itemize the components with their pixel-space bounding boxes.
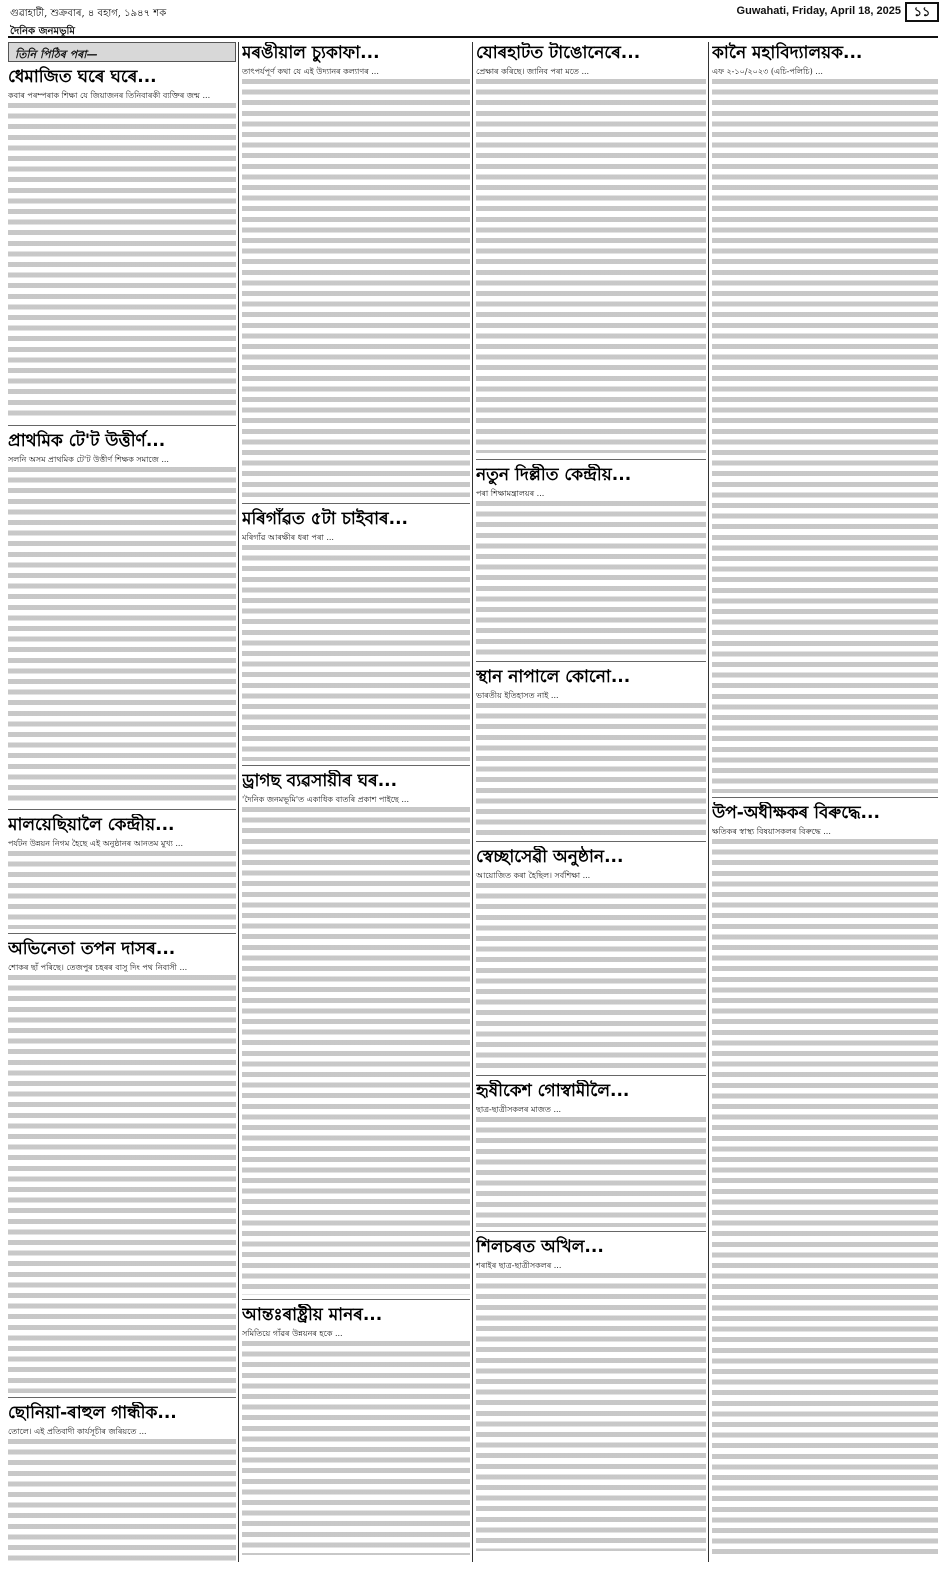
story-lead: তাৎপৰ্যপূৰ্ণ কথা যে এই উদ্যানৰ কল্যাণৰ ... xyxy=(242,66,379,76)
story-body xyxy=(242,805,470,1295)
story-dhemaji xyxy=(8,66,236,426)
section-banner: তিনি পিঠিৰ পৰা— xyxy=(8,42,236,62)
story-lead: প্ৰেক্ষাৰ কৰিছে। জানিব পৰা মতে ... xyxy=(476,66,590,76)
story-malaysia xyxy=(8,814,236,934)
story-lead: আয়োজিত কৰা হৈছিল। সৰ্বশিক্ষা ... xyxy=(476,870,591,880)
story-jorhat xyxy=(476,42,706,460)
story-body xyxy=(476,1115,706,1227)
story-body xyxy=(242,1339,470,1555)
page-header-bar xyxy=(0,0,945,22)
story-lead: শোকৰ ছাঁ পৰিছে। তেজপুৰ চহৰৰ বাসু দিং পথ নিবাসী ... xyxy=(8,962,188,972)
story-tapan-das xyxy=(8,938,236,1398)
story-lead: ছাত্ৰ-ছাত্ৰীসকলৰ মাজত ... xyxy=(476,1104,562,1114)
story-tet-teachers xyxy=(8,430,236,810)
story-sonia-rahul xyxy=(8,1402,236,1566)
story-headline: স্বেচ্ছাসেৱী অনুষ্ঠান... xyxy=(476,847,624,867)
story-lead: পৰা শিক্ষামন্ত্ৰালয়ৰ ... xyxy=(476,488,545,498)
story-drugs-trader xyxy=(242,770,470,1300)
story-lead: তোলে। এই প্ৰতিবাদী কাৰ্যসূচীৰ জৰিয়তে ... xyxy=(8,1426,147,1436)
column-divider xyxy=(238,42,239,1562)
story-body xyxy=(476,1271,706,1551)
story-body xyxy=(8,973,236,1393)
story-headline: যোৰহাটত টাঙোনেৰে... xyxy=(476,43,641,63)
story-lead: ভাৰতীয় ইতিহাসত নাই ... xyxy=(476,690,559,700)
page-number: ১১ xyxy=(905,2,939,22)
column-1 xyxy=(8,42,236,1566)
story-body xyxy=(476,77,706,453)
story-morigaon-cyber xyxy=(242,508,470,766)
story-headline: মৰঙীয়াল চ্যুকাফা... xyxy=(242,43,380,63)
story-headline: স্থান নাপালে কোনো... xyxy=(476,667,631,687)
story-lead: ক্ষতিকৰ স্বাস্থ্য বিষয়াসকলৰ বিৰুদ্ধে ... xyxy=(712,826,831,836)
column-4 xyxy=(712,42,938,1566)
story-headline: অভিনেতা তপন দাসৰ... xyxy=(8,939,176,959)
story-body xyxy=(476,499,706,657)
story-body xyxy=(712,77,938,793)
story-body xyxy=(712,837,938,1557)
story-headline: মৰিগাঁৱত ৫টা চাইবাৰ... xyxy=(242,509,408,529)
story-body xyxy=(8,1437,236,1566)
story-body xyxy=(8,849,236,929)
story-body xyxy=(476,881,706,1071)
column-2 xyxy=(242,42,470,1566)
column-3 xyxy=(476,42,706,1566)
date-english: Guwahati, Friday, April 18, 2025 xyxy=(736,5,901,17)
column-divider xyxy=(472,42,473,1562)
story-lead: কবাৰ পৰম্পৰাক শিক্ষা যে জিয়াজনৰ তিনিবাৰকী ব্যক্তিৰ জন্ম ... xyxy=(8,90,211,100)
story-deputy-superintendent xyxy=(712,802,938,1562)
story-headline: ছোনিয়া-ৰাহুল গান্ধীক... xyxy=(8,1403,177,1423)
story-body xyxy=(242,543,470,761)
story-lead: 'দৈনিক জনমভূমি'ত একাধিক বাতৰি প্ৰকাশ পাইছে ... xyxy=(242,794,409,804)
story-headline: নতুন দিল্লীত কেন্দ্ৰীয়... xyxy=(476,465,632,485)
story-new-delhi xyxy=(476,464,706,662)
story-headline: ড্ৰাগছ ব্যৱসায়ীৰ ঘৰ... xyxy=(242,771,398,791)
story-lead: সমিতিয়ে গাঁৱৰ উন্নয়নৰ হকে ... xyxy=(242,1328,343,1338)
story-headline: কানৈ মহাবিদ্যালয়ক... xyxy=(712,43,863,63)
story-headline: হৃষীকেশ গোস্বামীলৈ... xyxy=(476,1081,630,1101)
story-interstate xyxy=(242,1304,470,1560)
story-hrishikesh xyxy=(476,1080,706,1232)
story-headline: আন্তঃৰাষ্ট্ৰীয় মানৰ... xyxy=(242,1305,383,1325)
story-headline: মালয়েছিয়ালৈ কেন্দ্ৰীয়... xyxy=(8,815,175,835)
story-headline: শিলচৰত অখিল... xyxy=(476,1237,604,1257)
story-headline: প্ৰাথমিক টে'ট উত্তীৰ্ণ... xyxy=(8,431,166,451)
column-divider xyxy=(708,42,709,1562)
story-lead: মৰিগাঁৱ আৰক্ষীৰ ধৰা পৰা ... xyxy=(242,532,334,542)
story-body xyxy=(242,77,470,497)
story-body xyxy=(8,465,236,805)
story-headline: উপ-অধীক্ষকৰ বিৰুদ্ধে... xyxy=(712,803,880,823)
story-lead: পৰ্যটন উন্নয়ন নিগম হৈছে এই অনুষ্ঠানৰ আনতম মুখ্য ... xyxy=(8,838,184,848)
story-silchar xyxy=(476,1236,706,1556)
story-body xyxy=(476,701,706,837)
story-body xyxy=(8,101,236,421)
story-chukafa xyxy=(242,42,470,504)
masthead-strip xyxy=(8,24,938,38)
date-assamese: গুৱাহাটী, শুক্ৰবাৰ, ৪ বহাগ, ১৯৪৭ শক xyxy=(10,8,167,19)
story-volunteer-org xyxy=(476,846,706,1076)
story-lead: সলনি অসম প্ৰাথমিক টে'ট উত্তীৰ্ণ শিক্ষক সমাজে ... xyxy=(8,454,169,464)
story-no-place xyxy=(476,666,706,842)
story-headline: ধেমাজিত ঘৰে ঘৰে... xyxy=(8,67,157,87)
story-lead: এফ ২-১০/২০২৩ (এচি-পলিচি) ... xyxy=(712,66,823,76)
newspaper-brand: দৈনিক জনমভূমি xyxy=(10,26,75,37)
story-lead: শৰাইৰ ছাত্ৰ-ছাত্ৰীসকলৰ ... xyxy=(476,1260,562,1270)
story-kanai-college xyxy=(712,42,938,798)
